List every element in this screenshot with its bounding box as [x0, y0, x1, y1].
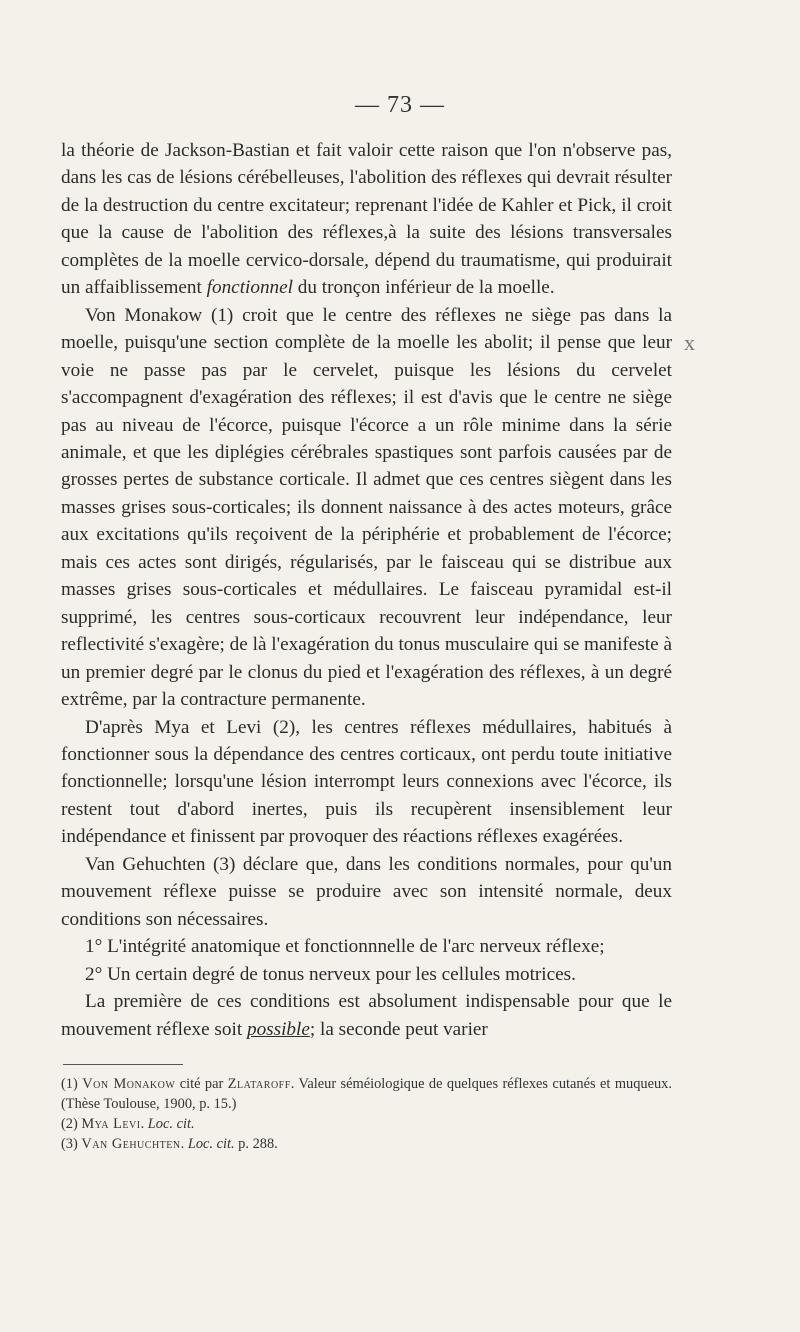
paragraph-2: Von Monakow (1) croit que le centre des réflexes ne siège pas dans la moelle, puisqu'une section complète de la moelle les abolit; il pense que leur voie ne passe pas par le cervelet, puisque les lésions du cervelet s'accompagnent d'exagération des réflexes; il est d'avis que le centre ne siège pas au niveau de l'écorce, puisque l'écorce a un rôle minime dans la série animale, et que les diplégies cérébrales spastiques sont parfois causées par de grosses pertes de substance corticale. Il admet que ces centres siègent dans les masses grises sous-corticales; ils donnent naissance à des actes moteurs, grâce aux excitations qu'ils reçoivent de la périphérie et probablement de l'écorce; mais ces actes sont dirigés, régularisés, par le faisceau qui se distribue aux masses grises sous-corticales et médullaires. Le faisceau pyramidal est-il supprimé, les centres sous-corticaux recouvrent leur indépendance, leur reflectivité s'exagère; de là l'exagération du tonus musculaire qui se manifeste à un premier degré par le clonus du pied et l'exagération des réflexes, à un degré extrême, par la contracture permanente.: [61, 304, 672, 711]
paragraph-6: 2° Un certain degré de tonus nerveux pour les cellules motrices.: [85, 963, 576, 985]
emphasis-fonctionnel: fonctionnel: [206, 277, 293, 299]
body-text: [61, 137, 672, 1043]
paragraph-7: La première de ces conditions est absolument indispensable pour que le mouvement réflexe soit possible; la seconde peut varier: [61, 991, 672, 1040]
paragraph-5: 1° L'intégrité anatomique et fonctionnnelle de l'arc nerveux réflexe;: [85, 936, 605, 958]
paragraph-3: D'après Mya et Levi (2), les centres réflexes médullaires, habitués à fonctionner sous la dépendance des centres corticaux, ont perdu toute initiative fonctionnelle; lorsqu'une lésion interrompt leurs connexions avec l'écorce, ils restent tout d'abord inertes, puis ils recupèrent insensiblement leur indépendance et finissent par provoquer des réactions réflexes exagérées.: [61, 716, 672, 848]
page-number-header: — 73 —: [355, 92, 445, 118]
footnote-2: (2) Mya Levi. Loc. cit.: [61, 1116, 195, 1132]
emphasis-possible: possible: [246, 1018, 310, 1040]
footnotes: [61, 1074, 672, 1154]
margin-annotation-mark: x: [684, 330, 695, 355]
footnote-1: (1) Von Monakow cité par Zlataroff. Valeur séméiologique de quelques réflexes cutanés et muqueux. (Thèse Toulouse, 1900, p. 15.): [61, 1076, 672, 1112]
paragraph-1: la théorie de Jackson-Bastian et fait valoir cette raison que l'on n'observe pas, dans les cas de lésions cérébelleuses, l'abolition des réflexes qui devrait résulter de la destruction du centre excitateur; reprenant l'idée de Kahler et Pick, il croit que la cause de l'abolition des réflexes,à la suite des lésions transversales complètes de la moelle cervico-dorsale, dépend du traumatisme, qui produirait un affaiblissement fonctionnel du tronçon inférieur de la moelle.: [61, 140, 672, 299]
footnote-divider: [63, 1064, 183, 1065]
footnote-3: (3) Van Gehuchten. Loc. cit. p. 288.: [61, 1136, 278, 1152]
paragraph-4: Van Gehuchten (3) déclare que, dans les conditions normales, pour qu'un mouvement réflexe puisse se produire avec son intensité normale, deux conditions son nécessaires.: [61, 853, 672, 930]
